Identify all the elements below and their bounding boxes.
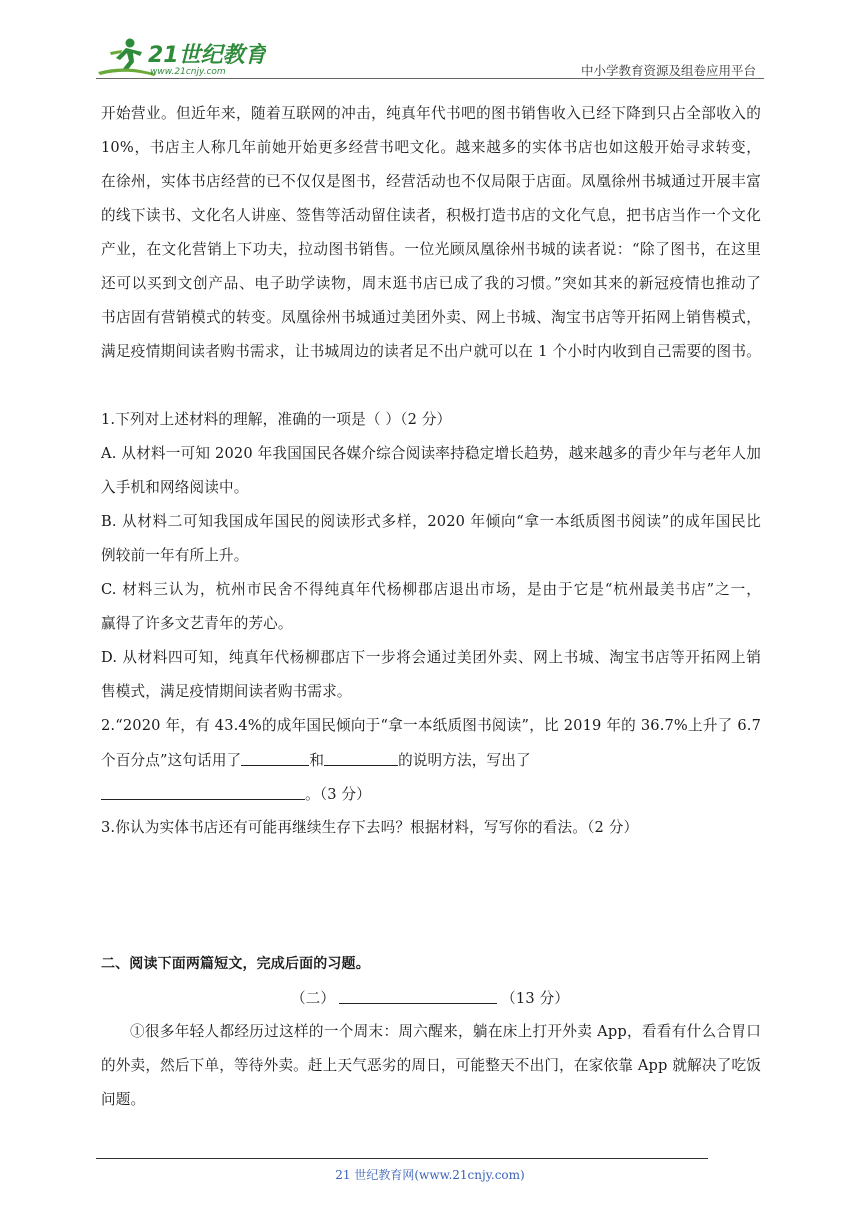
option-b-cont: 例较前一年有所上升。 [101, 547, 249, 564]
option-c-cont: 赢得了许多文艺青年的芳心。 [101, 615, 293, 632]
option-d-cont: 售模式，满足疫情期间读者购书需求。 [101, 683, 352, 700]
question-3-stem: 3.你认为实体书店还有可能再继续生存下去吗？根据材料，写写你的看法。（2 分） [101, 819, 639, 836]
option-a: A. 从材料一可知 2020 年我国国民各媒介综合阅读率持稳定增长趋势，越来越多的青少年与老年人加 [101, 445, 761, 462]
q2-score: 。（3 分） [305, 786, 371, 803]
question-2-stem: 2.“2020 年，有 43.4%的成年国民倾向于“拿一本纸质图书阅读”，比 2019 年的 36.7%上升了 6.7 [101, 717, 761, 734]
passage-line: 产业，在文化营销上下功夫，拉动图书销售。一位光顾凤凰徐州书城的读者说：“除了图书，在这里 [101, 241, 761, 258]
option-a-cont: 入手机和网络阅读中。 [101, 479, 249, 496]
question-1-stem: 1.下列对上述材料的理解，准确的一项是（ ）（2 分） [101, 411, 452, 428]
passage-line: 还可以买到文创产品、电子助学读物，周末逛书店已成了我的习惯。”突如其来的新冠疫情也推动了 [101, 275, 761, 292]
logo-text: 21世纪教育 [148, 43, 266, 68]
passage2-line: ①很多年轻人都经历过这样的一个周末：周六醒来，躺在床上打开外卖 App，看看有什么合胃口 [130, 1023, 761, 1040]
title-blank[interactable] [339, 988, 497, 1004]
passage-line: 在徐州，实体书店经营的已不仅仅是图书，经营活动也不仅局限于店面。凤凰徐州书城通过开展丰富 [101, 173, 761, 190]
option-b: B. 从材料二可知我国成年国民的阅读形式多样，2020 年倾向“拿一本纸质图书阅读”的成年国民比 [101, 513, 761, 530]
question-2-line2 [101, 750, 761, 771]
section-heading: 二、阅读下面两篇短文，完成后面的习题。 [101, 956, 370, 972]
subtitle-score: （13 分） [501, 990, 570, 1007]
logo-url: www.21cnjy.com [150, 67, 226, 77]
question-2-line3 [101, 784, 761, 805]
header-divider [96, 78, 764, 79]
passage-line: 满足疫情期间读者购书需求，让书城周边的读者足不出户就可以在 1 个小时内收到自己需要的图书。 [101, 343, 761, 360]
footer-link[interactable]: 21 世纪教育网(www.21cnjy.com) [335, 1168, 525, 1182]
site-logo [96, 34, 266, 78]
footer-divider [96, 1158, 708, 1159]
option-c: C. 材料三认为，杭州市民舍不得纯真年代杨柳郡店退出市场，是由于它是“杭州最美书店”之一， [101, 581, 761, 598]
answer-blank-3[interactable] [101, 784, 305, 800]
passage-line: 书店固有营销模式的转变。凤凰徐州书城通过美团外卖、网上书城、淘宝书店等开拓网上销售模式， [101, 309, 761, 326]
section-subtitle [0, 988, 860, 1009]
passage2-line: 的外卖，然后下单，等待外卖。赶上天气恶劣的周日，可能整天不出门，在家依靠 App 就解决了吃饭 [101, 1057, 761, 1074]
q2-text-b: 和 [309, 752, 325, 769]
passage-line: 10%，书店主人称几年前她开始更多经营书吧文化。越来越多的实体书店也如这般开始寻求转变， [101, 139, 761, 156]
answer-blank-2[interactable] [324, 750, 398, 766]
passage-line: 开始营业。但近年来，随着互联网的冲击，纯真年代书吧的图书销售收入已经下降到只占全部收入的 [101, 105, 761, 122]
passage-line: 的线下读书、文化名人讲座、签售等活动留住读者，积极打造书店的文化气息，把书店当作一个文化 [101, 207, 761, 224]
passage2-line: 问题。 [101, 1091, 146, 1108]
option-d: D. 从材料四可知，纯真年代杨柳郡店下一步将会通过美团外卖、网上书城、淘宝书店等开拓网上销 [101, 649, 761, 666]
platform-title: 中小学教育资源及组卷应用平台 [580, 63, 756, 78]
subtitle-number: （二） [290, 990, 336, 1007]
answer-blank-1[interactable] [241, 750, 309, 766]
q2-text-c: 的说明方法，写出了 [398, 752, 531, 769]
q2-text-a: 个百分点”这句话用了 [101, 752, 242, 769]
